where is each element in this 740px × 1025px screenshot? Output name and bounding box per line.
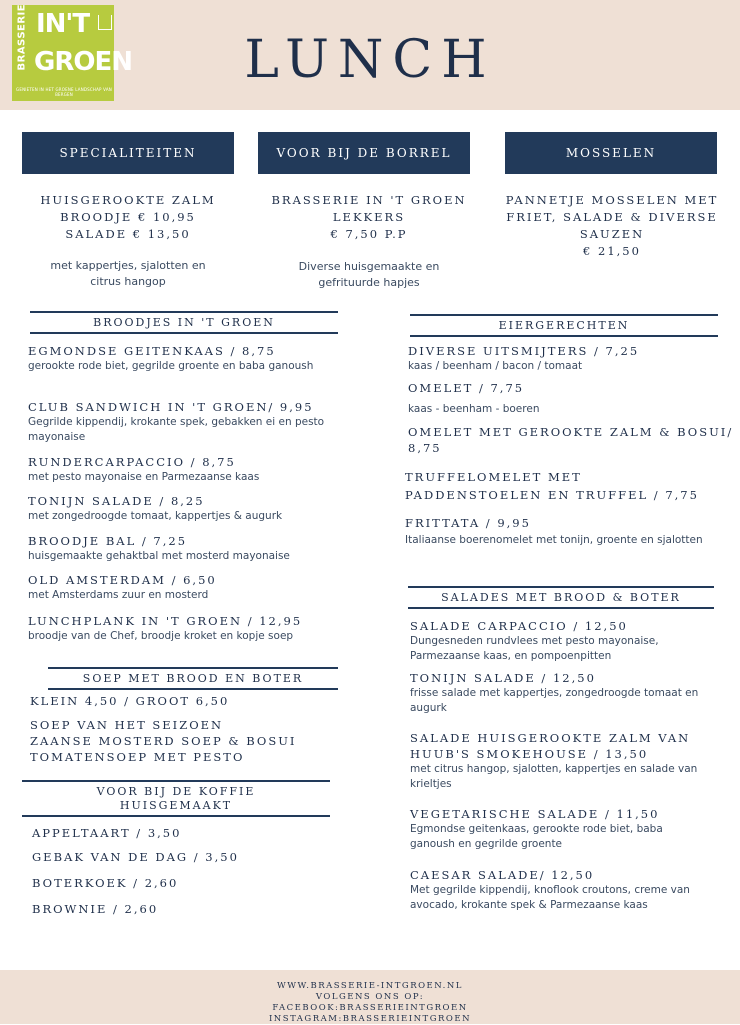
item-description: gerookte rode biet, gegrilde groente en baba ganoush <box>28 360 314 372</box>
item-name: SALADE CARPACCIO / 12,50 <box>410 619 628 633</box>
broodjes-header: BROODJES IN 'T GROEN <box>30 311 338 334</box>
menu-item <box>28 533 348 564</box>
item-name: TONIJN SALADE / 8,25 <box>28 494 205 508</box>
menu-item <box>32 849 332 865</box>
special-line: FRIET, SALADE & DIVERSE <box>506 210 718 224</box>
item-description: Dungesneden rundvlees met pesto mayonaise, Parmezaanse kaas, en pompoenpitten <box>410 635 659 662</box>
logo-int-text: IN'T <box>36 9 90 39</box>
menu-item <box>28 572 338 603</box>
page-title: LUNCH <box>244 30 496 90</box>
item-name: CLUB SANDWICH IN 'T GROEN/ 9,95 <box>28 400 314 414</box>
menu-item <box>408 424 734 456</box>
special-line: PANNETJE MOSSELEN MET <box>505 193 719 207</box>
special-desc-line: met kappertjes, sjalotten en <box>50 259 206 272</box>
item-name: APPELTAART / 3,50 <box>32 826 182 840</box>
menu-item <box>32 901 332 917</box>
logo-brasserie-text: BRASSERIE <box>16 3 28 71</box>
item-name: OMELET / 7,75 <box>408 381 525 395</box>
item-description: met Amsterdams zuur en mosterd <box>28 589 209 601</box>
item-description: met pesto mayonaise en Parmezaanse kaas <box>28 471 260 483</box>
mosselen-header: MOSSELEN <box>505 132 717 174</box>
menu-item <box>405 515 715 548</box>
item-description: met zongedroogde tomaat, kappertjes & augurk <box>28 510 283 522</box>
menu-item <box>405 468 715 504</box>
specialiteiten-header: SPECIALITEITEN <box>22 132 234 174</box>
koffie-header <box>22 780 330 817</box>
koffie-header-line: HUISGEMAAKT <box>119 799 233 812</box>
item-name: BROWNIE / 2,60 <box>32 902 159 916</box>
item-name: GEBAK VAN DE DAG / 3,50 <box>32 850 239 864</box>
special-line: BRASSERIE IN 'T GROEN <box>271 193 467 207</box>
special-line: SALADE € 13,50 <box>65 227 191 241</box>
item-name: TONIJN SALADE / 12,50 <box>410 671 596 685</box>
special-line: € 7,50 P.P <box>330 227 408 241</box>
item-name: OMELET MET GEROOKTE ZALM & BOSUI/ 8,75 <box>408 425 734 455</box>
soep-item: SOEP VAN HET SEIZOEN <box>30 718 224 732</box>
item-description: broodje van de Chef, broodje kroket en kopje soep <box>28 630 294 642</box>
koffie-header-line: VOOR BIJ DE KOFFIE <box>96 785 256 798</box>
borrel-description <box>254 259 484 291</box>
footer-contact <box>0 981 740 1025</box>
mosselen-content <box>496 192 728 260</box>
special-desc-line: gefrituurde hapjes <box>318 276 420 289</box>
borrel-content <box>254 192 484 243</box>
special-line: LEKKERS <box>332 210 406 224</box>
menu-item <box>28 343 328 374</box>
item-name: VEGETARISCHE SALADE / 11,50 <box>410 807 660 821</box>
menu-item <box>28 454 328 485</box>
item-name: BOTERKOEK / 2,60 <box>32 876 179 890</box>
item-name: LUNCHPLANK IN 'T GROEN / 12,95 <box>28 614 303 628</box>
special-desc-line: Diverse huisgemaakte en <box>298 260 440 273</box>
item-description: Met gegrilde kippendij, knoflook croutons, creme van avocado, krokante spek & Parmezaanse kaas <box>410 884 690 911</box>
specialiteiten-description <box>18 258 238 290</box>
item-description: Italiaanse boerenomelet met tonijn, groente en sjalotten <box>405 534 703 546</box>
item-name: BROODJE BAL / 7,25 <box>28 534 188 548</box>
item-description: frisse salade met kappertjes, zongedroogde tomaat en augurk <box>410 687 699 714</box>
special-line: HUISGEROOKTE ZALM <box>40 193 216 207</box>
follow-text: VOLGENS ONS OP: <box>315 992 425 1002</box>
soep-item: TOMATENSOEP MET PESTO <box>30 750 245 764</box>
item-description: Gegrilde kippendij, krokante spek, gebakken ei en pesto mayonaise <box>28 416 325 443</box>
special-line: BROODJE € 10,95 <box>60 210 196 224</box>
special-desc-line: citrus hangop <box>90 275 166 288</box>
item-description: Egmondse geitenkaas, gerookte rode biet, baba ganoush en gegrilde groente <box>410 823 663 850</box>
item-name: CAESAR SALADE/ 12,50 <box>410 868 595 882</box>
special-line: SAUZEN <box>579 227 645 241</box>
item-description: kaas - beenham - boeren <box>408 403 540 415</box>
item-name: DIVERSE UITSMIJTERS / 7,25 <box>408 344 640 358</box>
menu-item <box>410 618 710 664</box>
website-link[interactable]: WWW.BRASSERIE-INTGROEN.NL <box>277 981 463 991</box>
item-name: OLD AMSTERDAM / 6,50 <box>28 573 217 587</box>
eiergerechten-header: EIERGERECHTEN <box>410 314 718 337</box>
menu-item <box>410 806 710 852</box>
item-name: RUNDERCARPACCIO / 8,75 <box>28 455 236 469</box>
item-description: met citrus hangop, sjalotten, kappertjes en salade van krieltjes <box>410 763 698 790</box>
specialiteiten-content <box>18 192 238 243</box>
menu-item <box>28 399 328 445</box>
soep-header: SOEP MET BROOD EN BOTER <box>48 667 338 690</box>
item-name: EGMONDSE GEITENKAAS / 8,75 <box>28 344 276 358</box>
menu-item <box>28 493 338 524</box>
menu-item <box>32 825 332 841</box>
menu-item <box>410 730 720 792</box>
item-name: FRITTATA / 9,95 <box>405 516 531 530</box>
logo-slogan: GENIETEN IN HET GROENE LANDSCHAP VAN BERGEN <box>16 87 112 97</box>
special-line: € 21,50 <box>583 244 641 258</box>
borrel-header: VOOR BIJ DE BORREL <box>258 132 470 174</box>
item-name: TRUFFELOMELET MET PADDENSTOELEN EN TRUFFEL / 7,75 <box>405 470 699 502</box>
menu-item <box>410 867 720 913</box>
house-icon <box>98 15 112 30</box>
instagram-link[interactable]: INSTAGRAM:BRASSERIEINTGROEN <box>268 1014 472 1024</box>
menu-item <box>408 343 728 374</box>
soep-item: ZAANSE MOSTERD SOEP & BOSUI <box>30 734 297 748</box>
menu-item <box>408 380 728 417</box>
item-description: huisgemaakte gehaktbal met mosterd mayonaise <box>28 550 290 562</box>
soep-section <box>30 693 350 765</box>
soep-price: KLEIN 4,50 / GROOT 6,50 <box>30 694 230 708</box>
menu-item <box>410 670 710 716</box>
logo-groen-text: GROEN <box>34 47 132 77</box>
item-name: SALADE HUISGEROOKTE ZALM VAN HUUB'S SMOKEHOUSE / 13,50 <box>410 731 691 761</box>
item-description: kaas / beenham / bacon / tomaat <box>408 360 583 372</box>
salades-header: SALADES MET BROOD & BOTER <box>408 586 714 609</box>
facebook-link[interactable]: FACEBOOK:BRASSERIEINTGROEN <box>272 1003 468 1013</box>
menu-item <box>28 613 358 644</box>
menu-item <box>32 875 332 891</box>
